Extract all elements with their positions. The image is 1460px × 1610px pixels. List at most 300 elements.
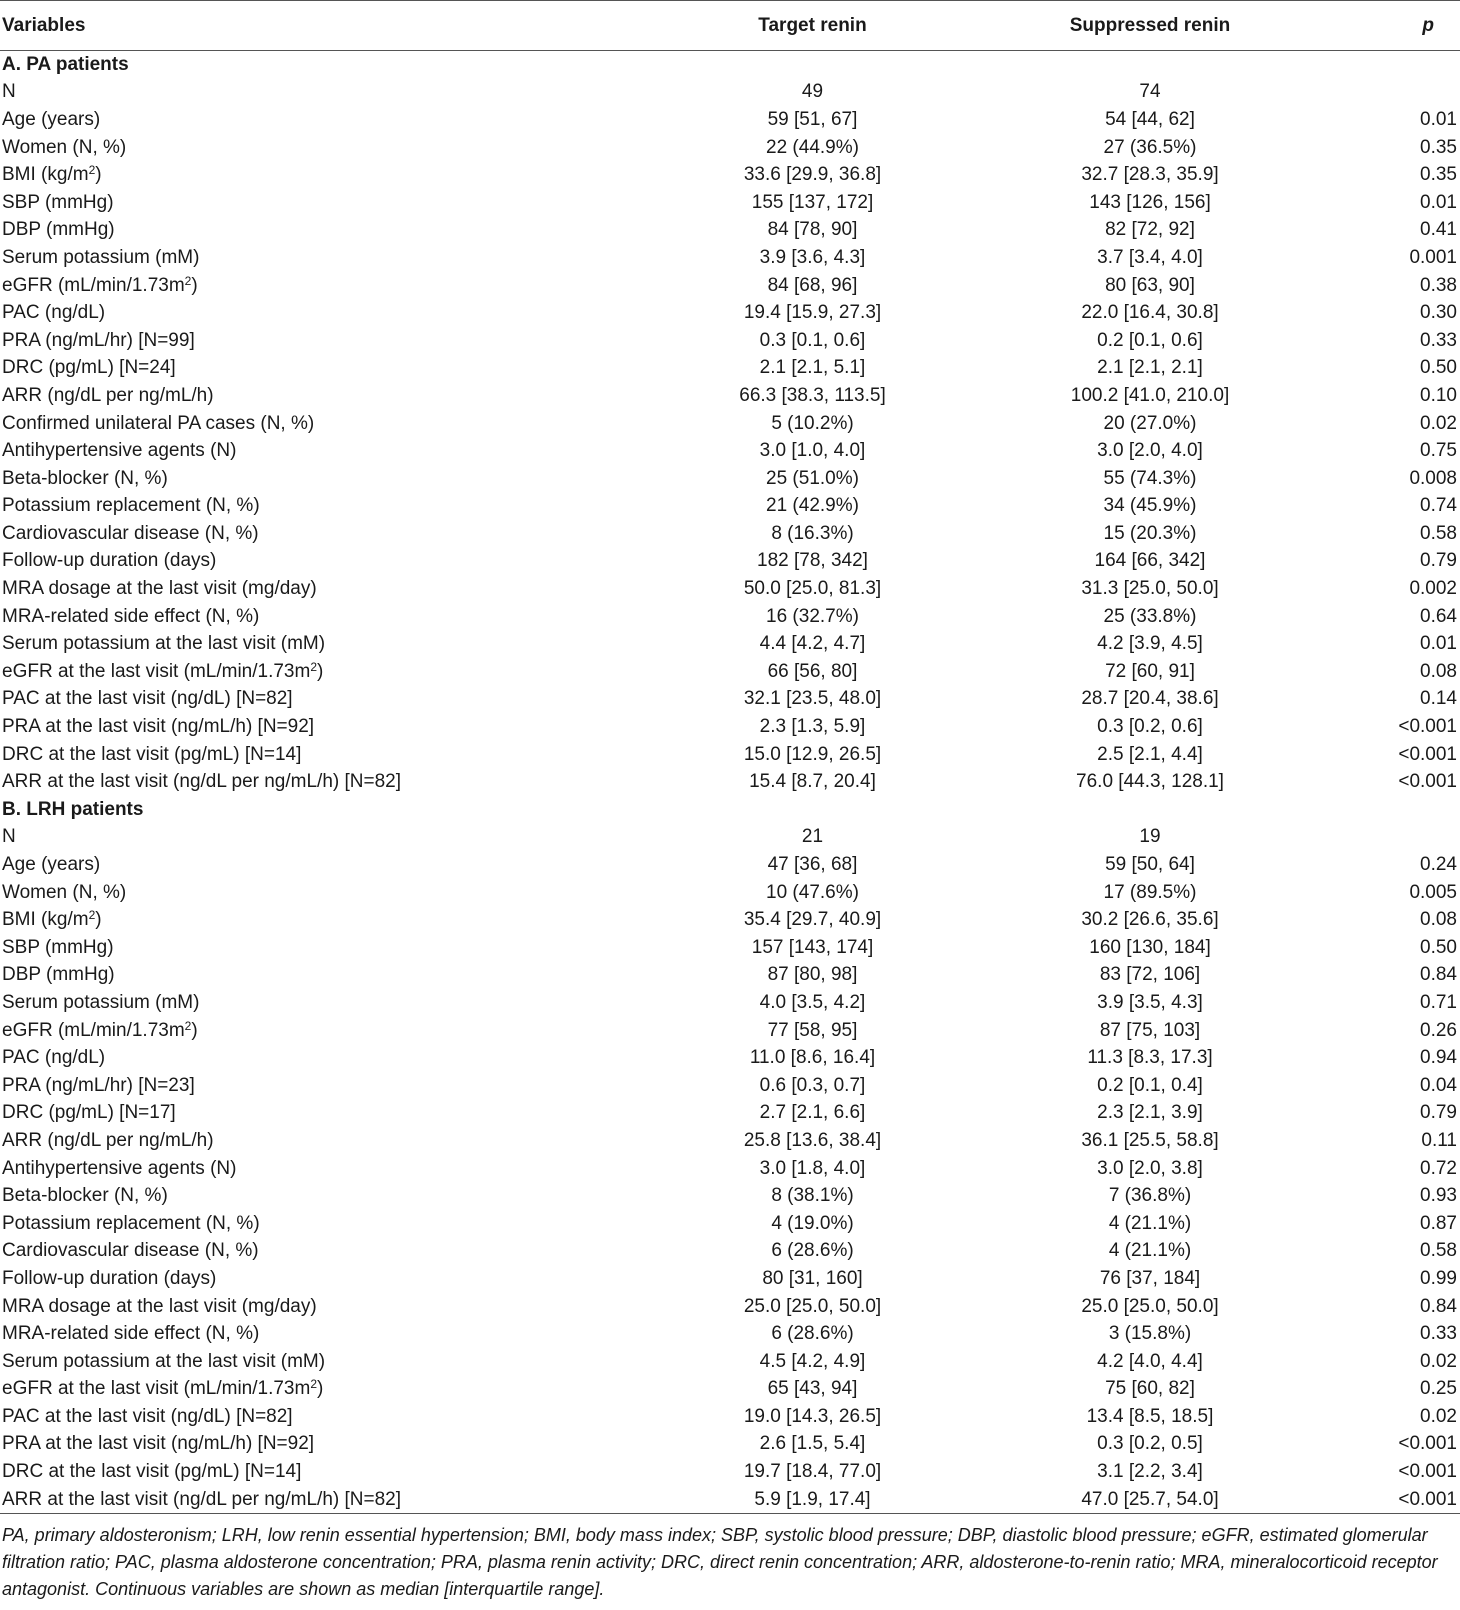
row-label-tail: ): [95, 909, 102, 931]
row-label: [0, 548, 640, 576]
cell-p-value: 0.01: [1420, 191, 1457, 213]
row-label-text: PRA (ng/mL/hr) [N=99]: [2, 329, 195, 351]
row-label-text: Follow-up duration (days): [2, 550, 217, 572]
row-label-text: N: [2, 81, 16, 103]
row-label-superscript: 2: [310, 1377, 318, 1392]
table-row: [0, 906, 1460, 934]
table-row: [0, 658, 1460, 686]
row-label-text: DBP (mmHg): [2, 964, 115, 986]
row-label-text: Serum potassium at the last visit (mM): [2, 1350, 326, 1372]
table-row: [0, 437, 1460, 465]
cell-p-value: 0.87: [1420, 1212, 1457, 1234]
row-label-text: Cardiovascular disease (N, %): [2, 1240, 259, 1262]
table-row: [0, 768, 1460, 796]
table-row: [0, 1348, 1460, 1376]
header-variables: Variables: [0, 1, 640, 51]
cell-target-renin: 4.0 [3.5, 4.2]: [759, 991, 866, 1013]
table-row: [0, 1072, 1460, 1100]
cell-suppressed-renin: 0.3 [0.2, 0.6]: [1097, 716, 1203, 738]
cell-target-renin: 182 [78, 342]: [757, 550, 868, 572]
row-label: [0, 741, 640, 769]
cell-suppressed-renin: 3.1 [2.2, 3.4]: [1097, 1461, 1203, 1483]
cell-suppressed-renin: 3.9 [3.5, 4.3]: [1097, 991, 1203, 1013]
cell-p-value: 0.008: [1409, 467, 1457, 489]
cell-p-value: 0.24: [1420, 854, 1457, 876]
row-label: [0, 106, 640, 134]
cell-suppressed-renin: 3 (15.8%): [1108, 1323, 1192, 1345]
cell-p-value: 0.002: [1409, 578, 1457, 600]
row-label: [0, 1431, 640, 1459]
row-label: [0, 1238, 640, 1266]
cell-suppressed-renin: 25 (33.8%): [1103, 605, 1197, 627]
table-row: [0, 989, 1460, 1017]
table-row: [0, 1431, 1460, 1459]
table-row: [0, 686, 1460, 714]
cell-target-renin: 25.0 [25.0, 50.0]: [743, 1295, 882, 1317]
cell-suppressed-renin: 72 [60, 91]: [1105, 660, 1195, 682]
cell-suppressed-renin: 55 (74.3%): [1103, 467, 1197, 489]
cell-suppressed-renin: 83 [72, 106]: [1099, 964, 1201, 986]
table-row: [0, 299, 1460, 327]
row-label-text: SBP (mmHg): [2, 936, 114, 958]
cell-target-renin: 21: [801, 826, 824, 848]
table-row: [0, 934, 1460, 962]
cell-target-renin: 10 (47.6%): [766, 881, 859, 903]
row-label-text: Serum potassium (mM): [2, 246, 200, 268]
row-label: [0, 134, 640, 162]
cell-p-value: <0.001: [1398, 1461, 1457, 1483]
cell-p-value: 0.58: [1420, 1240, 1457, 1262]
cell-p-value: 0.08: [1420, 660, 1457, 682]
cell-p-value: 0.33: [1420, 1323, 1457, 1345]
table-row: [0, 134, 1460, 162]
table-row: [0, 1293, 1460, 1321]
cell-suppressed-renin: 22.0 [16.4, 30.8]: [1081, 302, 1219, 324]
cell-p-value: 0.35: [1420, 164, 1457, 186]
cell-suppressed-renin: 4 (21.1%): [1108, 1212, 1192, 1234]
row-label: [0, 493, 640, 521]
row-label: [0, 1376, 640, 1404]
row-label-text: ARR (ng/dL per ng/mL/h): [2, 1129, 214, 1151]
table-body: [0, 51, 1460, 1514]
table-row: [0, 465, 1460, 493]
row-label: [0, 1293, 640, 1321]
table-row: [0, 520, 1460, 548]
cell-suppressed-renin: 87 [75, 103]: [1099, 1019, 1201, 1041]
row-label-text: ARR at the last visit (ng/dL per ng/mL/h) [N=82]: [2, 1488, 402, 1510]
table-row: [0, 879, 1460, 907]
cell-p-value: 0.41: [1420, 219, 1457, 241]
table-row: [0, 962, 1460, 990]
cell-suppressed-renin: 76.0 [44.3, 128.1]: [1076, 771, 1224, 793]
row-label: [0, 1486, 640, 1514]
row-label-superscript: 2: [184, 273, 192, 288]
cell-target-renin: 32.1 [23.5, 48.0]: [743, 688, 882, 710]
cell-target-renin: 3.0 [1.0, 4.0]: [759, 440, 866, 462]
row-label-text: DRC (pg/mL) [N=17]: [2, 1102, 176, 1124]
cell-p-value: 0.84: [1420, 1295, 1457, 1317]
cell-p-value: 0.02: [1420, 1405, 1457, 1427]
cell-target-renin: 3.0 [1.8, 4.0]: [759, 1157, 866, 1179]
table-row: [0, 1376, 1460, 1404]
row-label: [0, 1320, 640, 1348]
cell-p-value: 0.01: [1420, 633, 1457, 655]
cell-target-renin: 19.7 [18.4, 77.0]: [743, 1461, 882, 1483]
row-label: [0, 879, 640, 907]
cell-suppressed-renin: 164 [66, 342]: [1094, 550, 1206, 572]
cell-target-renin: 65 [43, 94]: [767, 1378, 858, 1400]
table-row: [0, 1044, 1460, 1072]
row-label-text: Beta-blocker (N, %): [2, 467, 168, 489]
table-row: [0, 1100, 1460, 1128]
cell-suppressed-renin: 100.2 [41.0, 210.0]: [1070, 384, 1230, 406]
cell-suppressed-renin: 3.7 [3.4, 4.0]: [1097, 246, 1203, 268]
cell-suppressed-renin: 20 (27.0%): [1103, 412, 1197, 434]
cell-suppressed-renin: 2.3 [2.1, 3.9]: [1097, 1102, 1203, 1124]
cell-target-renin: 66 [56, 80]: [767, 660, 858, 682]
row-label: [0, 1044, 640, 1072]
section-title: A. PA patients: [2, 53, 129, 75]
cell-p-value: 0.72: [1420, 1157, 1457, 1179]
cell-p-value: 0.04: [1420, 1074, 1457, 1096]
cell-p-value: 0.005: [1409, 881, 1457, 903]
table-row: [0, 106, 1460, 134]
cell-target-renin: 155 [137, 172]: [751, 191, 874, 213]
cell-suppressed-renin: 0.3 [0.2, 0.5]: [1097, 1433, 1203, 1455]
cell-suppressed-renin: 19: [1139, 826, 1161, 848]
cell-target-renin: 6 (28.6%): [771, 1240, 854, 1262]
row-label-text: ARR (ng/dL per ng/mL/h): [2, 384, 214, 406]
cell-p-value: 0.25: [1420, 1378, 1457, 1400]
cell-p-value: 0.93: [1420, 1185, 1457, 1207]
table-row: [0, 1320, 1460, 1348]
row-label: [0, 658, 640, 686]
cell-p-value: 0.02: [1420, 412, 1457, 434]
cell-suppressed-renin: 2.1 [2.1, 2.1]: [1097, 357, 1203, 379]
table-row: [0, 1403, 1460, 1431]
cell-p-value: 0.71: [1420, 991, 1457, 1013]
cell-suppressed-renin: 28.7 [20.4, 38.6]: [1081, 688, 1219, 710]
row-label: [0, 1265, 640, 1293]
row-label-text: eGFR (mL/min/1.73m: [2, 274, 185, 296]
header-row: [0, 1, 1460, 51]
table-row: [0, 382, 1460, 410]
row-label: [0, 272, 640, 300]
cell-target-renin: 0.3 [0.1, 0.6]: [759, 329, 866, 351]
table-row: [0, 161, 1460, 189]
row-label: [0, 355, 640, 383]
row-label: [0, 465, 640, 493]
row-label: [0, 217, 640, 245]
cell-target-renin: 33.6 [29.9, 36.8]: [743, 164, 882, 186]
table-row: [0, 272, 1460, 300]
cell-target-renin: 80 [31, 160]: [762, 1267, 863, 1289]
cell-suppressed-renin: 59 [50, 64]: [1105, 854, 1195, 876]
row-label: [0, 686, 640, 714]
row-label-tail: ): [317, 660, 324, 682]
cell-suppressed-renin: 30.2 [26.6, 35.6]: [1081, 909, 1219, 931]
row-label: [0, 1403, 640, 1431]
cell-suppressed-renin: 7 (36.8%): [1108, 1185, 1192, 1207]
cell-suppressed-renin: 0.2 [0.1, 0.6]: [1097, 329, 1203, 351]
cell-p-value: 0.99: [1420, 1267, 1457, 1289]
row-label-superscript: 2: [310, 659, 318, 674]
row-label: [0, 299, 640, 327]
cell-p-value: 0.35: [1420, 136, 1457, 158]
row-label-text: Potassium replacement (N, %): [2, 495, 260, 517]
table-row: [0, 1265, 1460, 1293]
cell-suppressed-renin: 11.3 [8.3, 17.3]: [1087, 1047, 1213, 1069]
row-label: [0, 1155, 640, 1183]
cell-suppressed-renin: 47.0 [25.7, 54.0]: [985, 1486, 1315, 1514]
section-title: B. LRH patients: [2, 798, 144, 820]
row-label-text: eGFR at the last visit (mL/min/1.73m: [2, 1378, 311, 1400]
cell-suppressed-renin: 160 [130, 184]: [1089, 936, 1211, 958]
table-row: [0, 189, 1460, 217]
row-label-superscript: 2: [184, 1018, 192, 1033]
table-row: [0, 410, 1460, 438]
row-label-text: PAC at the last visit (ng/dL) [N=82]: [2, 688, 293, 710]
header-p-value: p: [1315, 1, 1460, 51]
row-label: [0, 962, 640, 990]
cell-target-renin: 21 (42.9%): [766, 495, 859, 517]
cell-target-renin: 2.1 [2.1, 5.1]: [759, 357, 866, 379]
row-label: [0, 906, 640, 934]
cell-target-renin: 50.0 [25.0, 81.3]: [743, 578, 882, 600]
row-label: [0, 161, 640, 189]
table-row: [0, 1486, 1460, 1514]
cell-p-value: 0.26: [1420, 1019, 1457, 1041]
row-label-text: Age (years): [2, 854, 101, 876]
row-label-text: PRA at the last visit (ng/mL/h) [N=92]: [2, 716, 315, 738]
row-label: [0, 630, 640, 658]
cell-target-renin: 4.5 [4.2, 4.9]: [759, 1350, 866, 1372]
row-label: [0, 382, 640, 410]
cell-p-value: 0.08: [1420, 909, 1457, 931]
cell-suppressed-renin: 17 (89.5%): [1103, 881, 1197, 903]
row-label: [0, 575, 640, 603]
row-label: [0, 327, 640, 355]
cell-suppressed-renin: 80 [63, 90]: [1105, 274, 1195, 296]
table-row: [0, 1210, 1460, 1238]
table-header: [0, 1, 1460, 51]
cell-p-value: 0.64: [1420, 605, 1457, 627]
row-label-text: eGFR at the last visit (mL/min/1.73m: [2, 660, 311, 682]
cell-target-renin: 6 (28.6%): [771, 1323, 854, 1345]
table-row: [0, 548, 1460, 576]
row-label-tail: ): [95, 164, 102, 186]
cell-p-value: 0.11: [1421, 1129, 1457, 1151]
table-row: [0, 1182, 1460, 1210]
cell-p-value: 0.94: [1420, 1047, 1457, 1069]
cell-p-value: 0.84: [1420, 964, 1457, 986]
cell-suppressed-renin: 0.2 [0.1, 0.4]: [1097, 1074, 1203, 1096]
row-label: [0, 79, 640, 107]
table-row: [0, 217, 1460, 245]
row-label-tail: ): [191, 274, 198, 296]
table-row: [0, 244, 1460, 272]
table-row: [0, 824, 1460, 852]
cell-suppressed-renin: 31.3 [25.0, 50.0]: [1081, 578, 1219, 600]
row-label: [0, 410, 640, 438]
row-label: [0, 1210, 640, 1238]
header-target-renin: Target renin: [640, 1, 985, 51]
row-label-text: PRA at the last visit (ng/mL/h) [N=92]: [2, 1433, 315, 1455]
row-label: [0, 1458, 640, 1486]
cell-p-value: 0.38: [1420, 274, 1457, 296]
cell-target-renin: 47 [36, 68]: [767, 854, 858, 876]
cell-target-renin: 4.4 [4.2, 4.7]: [759, 633, 866, 655]
cell-suppressed-renin: 3.0 [2.0, 3.8]: [1097, 1157, 1203, 1179]
cell-p-value: 0.01: [1420, 108, 1457, 130]
table-row: [0, 1127, 1460, 1155]
row-label: [0, 851, 640, 879]
cell-target-renin: 66.3 [38.3, 113.5]: [739, 384, 886, 406]
row-label-text: eGFR (mL/min/1.73m: [2, 1019, 185, 1041]
row-label-text: N: [2, 826, 16, 848]
cell-p-value: 0.74: [1420, 495, 1457, 517]
row-label: [0, 1072, 640, 1100]
table-row: [0, 1238, 1460, 1266]
cell-p-value: 0.001: [1409, 246, 1457, 268]
row-label-text: DRC at the last visit (pg/mL) [N=14]: [2, 1461, 302, 1483]
row-label-text: BMI (kg/m: [2, 909, 89, 931]
row-label: [0, 1100, 640, 1128]
cell-suppressed-renin: 15 (20.3%): [1103, 522, 1197, 544]
row-label-text: Antihypertensive agents (N): [2, 440, 237, 462]
cell-p-value: 0.75: [1420, 440, 1457, 462]
row-label-text: MRA-related side effect (N, %): [2, 605, 260, 627]
row-label-text: Serum potassium (mM): [2, 991, 200, 1013]
table-row: [0, 79, 1460, 107]
row-label-text: Women (N, %): [2, 881, 127, 903]
cell-target-renin: 4 (19.0%): [771, 1212, 854, 1234]
cell-suppressed-renin: 4.2 [4.0, 4.4]: [1097, 1350, 1203, 1372]
table-row: [0, 603, 1460, 631]
row-label-text: Women (N, %): [2, 136, 127, 158]
row-label-text: Potassium replacement (N, %): [2, 1212, 260, 1234]
cell-target-renin: 3.9 [3.6, 4.3]: [759, 246, 866, 268]
cell-target-renin: 5.9 [1.9, 17.4]: [640, 1486, 985, 1514]
cell-suppressed-renin: 4.2 [3.9, 4.5]: [1097, 633, 1203, 655]
row-label-text: Confirmed unilateral PA cases (N, %): [2, 412, 315, 434]
header-suppressed-renin: Suppressed renin: [985, 1, 1315, 51]
cell-target-renin: 84 [68, 96]: [767, 274, 858, 296]
cell-p-value: 0.79: [1420, 1102, 1457, 1124]
row-label: [0, 189, 640, 217]
row-label-text: ARR at the last visit (ng/dL per ng/mL/h) [N=82]: [2, 771, 402, 793]
cell-p-value: <0.001: [1398, 1433, 1457, 1455]
cell-target-renin: 25.8 [13.6, 38.4]: [743, 1129, 882, 1151]
row-label-text: PAC (ng/dL): [2, 302, 106, 324]
cell-target-renin: 84 [78, 90]: [767, 219, 858, 241]
cell-target-renin: 2.3 [1.3, 5.9]: [759, 716, 866, 738]
row-label-text: Antihypertensive agents (N): [2, 1157, 237, 1179]
row-label-text: Age (years): [2, 108, 101, 130]
row-label-text: DRC (pg/mL) [N=24]: [2, 357, 176, 379]
row-label-superscript: 2: [88, 163, 96, 178]
row-label: [0, 824, 640, 852]
cell-target-renin: 35.4 [29.7, 40.9]: [743, 909, 882, 931]
cell-suppressed-renin: 75 [60, 82]: [1105, 1378, 1195, 1400]
cell-target-renin: 11.0 [8.6, 16.4]: [749, 1047, 876, 1069]
cell-p-value: 0.50: [1420, 936, 1457, 958]
table-row: [0, 851, 1460, 879]
section-header-row: [0, 51, 1460, 79]
table-row: [0, 1017, 1460, 1045]
cell-target-renin: 157 [143, 174]: [751, 936, 874, 958]
cell-p-value: <0.001: [1398, 771, 1457, 793]
cell-target-renin: 49: [801, 81, 824, 103]
cell-suppressed-renin: 74: [1139, 81, 1161, 103]
cell-p-value: [1315, 79, 1460, 107]
table-row: [0, 713, 1460, 741]
cell-target-renin: 25 (51.0%): [766, 467, 859, 489]
cell-target-renin: 15.0 [12.9, 26.5]: [743, 743, 882, 765]
cell-target-renin: 16 (32.7%): [766, 605, 859, 627]
row-label-tail: ): [317, 1378, 324, 1400]
cell-target-renin: 59 [51, 67]: [767, 108, 858, 130]
cell-suppressed-renin: 32.7 [28.3, 35.9]: [1081, 164, 1219, 186]
cell-target-renin: 2.7 [2.1, 6.6]: [759, 1102, 866, 1124]
row-label-text: DBP (mmHg): [2, 219, 115, 241]
cell-p-value: <0.001: [1315, 1486, 1460, 1514]
cell-p-value: 0.50: [1420, 357, 1457, 379]
row-label-text: DRC at the last visit (pg/mL) [N=14]: [2, 743, 302, 765]
cell-target-renin: 2.6 [1.5, 5.4]: [759, 1433, 866, 1455]
row-label-text: SBP (mmHg): [2, 191, 114, 213]
row-label-text: Serum potassium at the last visit (mM): [2, 633, 326, 655]
section-header-row: [0, 796, 1460, 824]
cell-suppressed-renin: 82 [72, 92]: [1105, 219, 1195, 241]
cell-p-value: 0.30: [1420, 302, 1457, 324]
cell-suppressed-renin: 2.5 [2.1, 4.4]: [1097, 743, 1203, 765]
row-label-text: PAC at the last visit (ng/dL) [N=82]: [2, 1405, 293, 1427]
cell-target-renin: 15.4 [8.7, 20.4]: [749, 771, 876, 793]
cell-target-renin: 19.0 [14.3, 26.5]: [743, 1405, 882, 1427]
row-label-superscript: 2: [88, 908, 96, 923]
row-label-text: Follow-up duration (days): [2, 1267, 217, 1289]
cell-suppressed-renin: 25.0 [25.0, 50.0]: [1081, 1295, 1219, 1317]
row-label-text: Cardiovascular disease (N, %): [2, 522, 259, 544]
cell-suppressed-renin: 27 (36.5%): [1103, 136, 1197, 158]
cell-p-value: 0.33: [1420, 329, 1457, 351]
row-label-text: MRA-related side effect (N, %): [2, 1323, 260, 1345]
cell-suppressed-renin: 3.0 [2.0, 4.0]: [1097, 440, 1203, 462]
row-label-text: PRA (ng/mL/hr) [N=23]: [2, 1074, 195, 1096]
row-label-text: BMI (kg/m: [2, 164, 89, 186]
table-row: [0, 630, 1460, 658]
row-label: [0, 244, 640, 272]
row-label-text: MRA dosage at the last visit (mg/day): [2, 578, 317, 600]
cell-p-value: 0.14: [1420, 688, 1457, 710]
row-label: [0, 1348, 640, 1376]
cell-suppressed-renin: 54 [44, 62]: [1105, 108, 1195, 130]
row-label: [0, 989, 640, 1017]
cell-target-renin: 0.6 [0.3, 0.7]: [759, 1074, 866, 1096]
cell-target-renin: 22 (44.9%): [766, 136, 859, 158]
cell-suppressed-renin: 36.1 [25.5, 58.8]: [1081, 1129, 1219, 1151]
table-row: [0, 575, 1460, 603]
cell-suppressed-renin: 34 (45.9%): [1103, 495, 1197, 517]
row-label: [0, 603, 640, 631]
cell-target-renin: 77 [58, 95]: [767, 1019, 858, 1041]
cell-p-value: <0.001: [1398, 716, 1457, 738]
table-row: [0, 1458, 1460, 1486]
cell-target-renin: 19.4 [15.9, 27.3]: [743, 302, 882, 324]
cell-suppressed-renin: 13.4 [8.5, 18.5]: [1086, 1405, 1214, 1427]
cell-target-renin: 8 (38.1%): [771, 1185, 854, 1207]
